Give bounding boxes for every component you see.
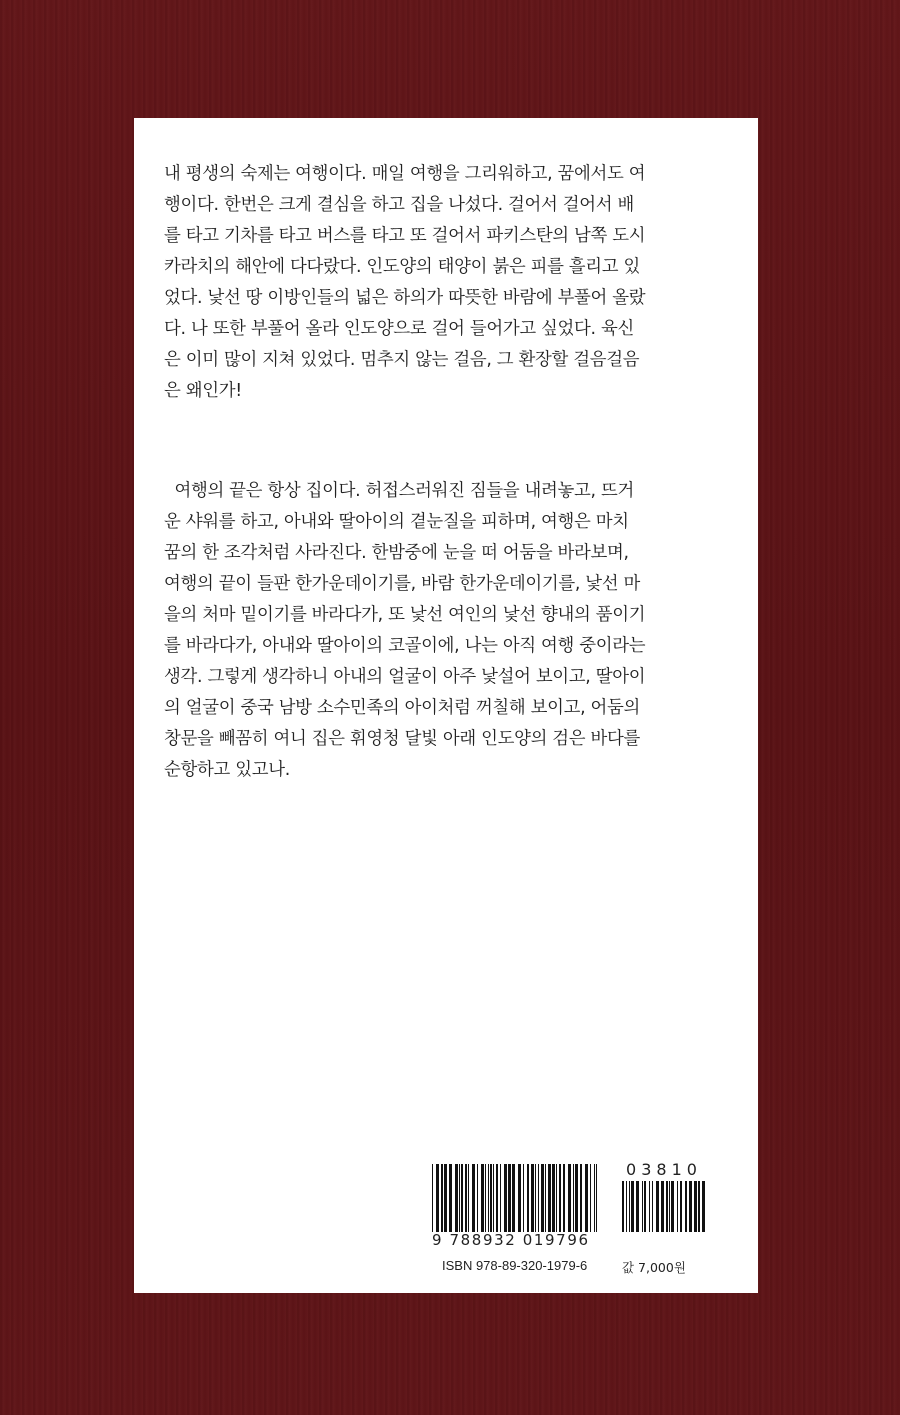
- text-line: 꿈의 한 조각처럼 사라진다. 한밤중에 눈을 떠 어둠을 바라보며,: [164, 543, 629, 563]
- text-line: 다. 나 또한 부풀어 올라 인도양으로 걸어 들어가고 싶었다. 육신: [164, 319, 634, 339]
- barcode-bar: [698, 1181, 700, 1232]
- ean-digits: 9 788932 019796: [432, 1231, 590, 1249]
- barcode-bar: [449, 1164, 452, 1232]
- barcode-bar: [568, 1164, 571, 1232]
- paragraph-2: [164, 476, 738, 786]
- barcode-bar: [596, 1164, 597, 1232]
- text-line: 를 바라다가, 아내와 딸아이의 코골이에, 나는 아직 여행 중이라는: [164, 636, 646, 656]
- text-line: 었다. 낯선 땅 이방인들의 넓은 하의가 따뜻한 바람에 부풀어 올랐: [164, 288, 646, 308]
- barcode-bar: [556, 1164, 557, 1232]
- barcode-bar: [548, 1164, 551, 1232]
- barcode-bar: [518, 1164, 521, 1232]
- text-line: 을의 처마 밑이기를 바라다가, 또 낯선 여인의 낯선 향내의 품이기: [164, 605, 646, 625]
- barcode-bar: [500, 1164, 501, 1232]
- price-text: 값 7,000원: [622, 1260, 686, 1275]
- text-line: 내 평생의 숙제는 여행이다. 매일 여행을 그리워하고, 꿈에서도 여: [164, 164, 646, 184]
- text-line: 창문을 빼꼼히 여니 집은 휘영청 달빛 아래 인도양의 검은 바다를: [164, 729, 641, 749]
- text-line: 를 타고 기차를 타고 버스를 타고 또 걸어서 파키스탄의 남쪽 도시: [164, 226, 646, 246]
- barcode-bar: [649, 1181, 650, 1232]
- barcode-bar: [535, 1164, 536, 1232]
- barcode-bar: [508, 1164, 511, 1232]
- barcode-bar: [441, 1164, 443, 1232]
- barcode-bar: [481, 1164, 484, 1232]
- barcode-bar: [490, 1164, 492, 1232]
- barcode-bar: [455, 1164, 458, 1232]
- barcode-bar: [552, 1164, 555, 1232]
- barcode-bar: [545, 1164, 546, 1232]
- barcode-bar: [504, 1164, 507, 1232]
- barcode-bar: [694, 1181, 697, 1232]
- barcode-bar: [580, 1164, 582, 1232]
- text-line: 순항하고 있고나.: [164, 760, 290, 780]
- barcode-bar: [685, 1181, 687, 1232]
- text-line: 은 이미 많이 지쳐 있었다. 멈추지 않는 걸음, 그 환장할 걸음걸음: [164, 350, 640, 370]
- barcode-bar: [642, 1181, 643, 1232]
- barcode-bar: [527, 1164, 529, 1232]
- barcode-bar: [677, 1181, 678, 1232]
- barcode-bar: [496, 1164, 498, 1232]
- addon-barcode: [622, 1181, 706, 1232]
- text-line: 여행의 끝이 들판 한가운데이기를, 바람 한가운데이기를, 낯선 마: [164, 574, 641, 594]
- barcode-bar: [465, 1164, 467, 1232]
- barcode-bar: [702, 1181, 705, 1232]
- barcode-bar: [523, 1164, 524, 1232]
- text-line: 생각. 그렇게 생각하니 아내의 얼굴이 아주 낯설어 보이고, 딸아이: [164, 667, 646, 687]
- barcode-bar: [669, 1181, 670, 1232]
- barcode-bar: [689, 1181, 692, 1232]
- barcode-bar: [594, 1164, 595, 1232]
- barcode-bar: [432, 1164, 433, 1232]
- barcode-bar: [573, 1164, 574, 1232]
- barcode-bar: [538, 1164, 539, 1232]
- text-line: 은 왜인가!: [164, 381, 242, 401]
- barcode-bar: [472, 1164, 475, 1232]
- barcode-bar: [636, 1181, 639, 1232]
- barcode-bar: [477, 1164, 478, 1232]
- barcode-bar: [631, 1181, 634, 1232]
- barcode-bar: [626, 1181, 627, 1232]
- text-line: 카라치의 해안에 다다랐다. 인도양의 태양이 붉은 피를 흘리고 있: [164, 257, 641, 277]
- text-line: 여행의 끝은 항상 집이다. 허접스러워진 짐들을 내려놓고, 뜨거: [164, 481, 634, 501]
- barcode-bar: [436, 1164, 439, 1232]
- barcode-bar: [575, 1164, 578, 1232]
- barcode-bar: [644, 1181, 646, 1232]
- text-panel: [134, 118, 758, 1293]
- barcode-bar: [590, 1164, 591, 1232]
- isbn-text: ISBN 978-89-320-1979-6: [442, 1258, 588, 1273]
- barcode-block: [432, 1160, 732, 1275]
- barcode-bar: [444, 1164, 447, 1232]
- text-line: 운 샤워를 하고, 아내와 딸아이의 곁눈질을 피하며, 여행은 마치: [164, 512, 629, 532]
- barcode-bar: [559, 1164, 561, 1232]
- ean-barcode: [432, 1164, 598, 1232]
- barcode-bar: [461, 1164, 463, 1232]
- barcode-bar: [563, 1164, 565, 1232]
- barcode-bar: [485, 1164, 486, 1232]
- barcode-bar: [671, 1181, 674, 1232]
- barcode-bar: [488, 1164, 489, 1232]
- text-line: 행이다. 한번은 크게 결심을 하고 집을 나섰다. 걸어서 걸어서 배: [164, 195, 634, 215]
- barcode-bar: [622, 1181, 624, 1232]
- barcode-bar: [493, 1164, 494, 1232]
- barcode-bar: [656, 1181, 659, 1232]
- addon-digits: 03810: [626, 1160, 702, 1179]
- barcode-bar: [652, 1181, 653, 1232]
- paragraph-1: [164, 159, 738, 407]
- barcode-bar: [661, 1181, 664, 1232]
- barcode-bar: [585, 1164, 588, 1232]
- barcode-bar: [666, 1181, 668, 1232]
- barcode-bar: [680, 1181, 682, 1232]
- barcode-bar: [459, 1164, 460, 1232]
- barcode-bar: [541, 1164, 544, 1232]
- text-line: 의 얼굴이 중국 남방 소수민족의 아이처럼 꺼칠해 보이고, 어둠의: [164, 698, 641, 718]
- barcode-bar: [531, 1164, 534, 1232]
- barcode-bar: [629, 1181, 630, 1232]
- barcode-bar: [512, 1164, 515, 1232]
- barcode-bar: [468, 1164, 469, 1232]
